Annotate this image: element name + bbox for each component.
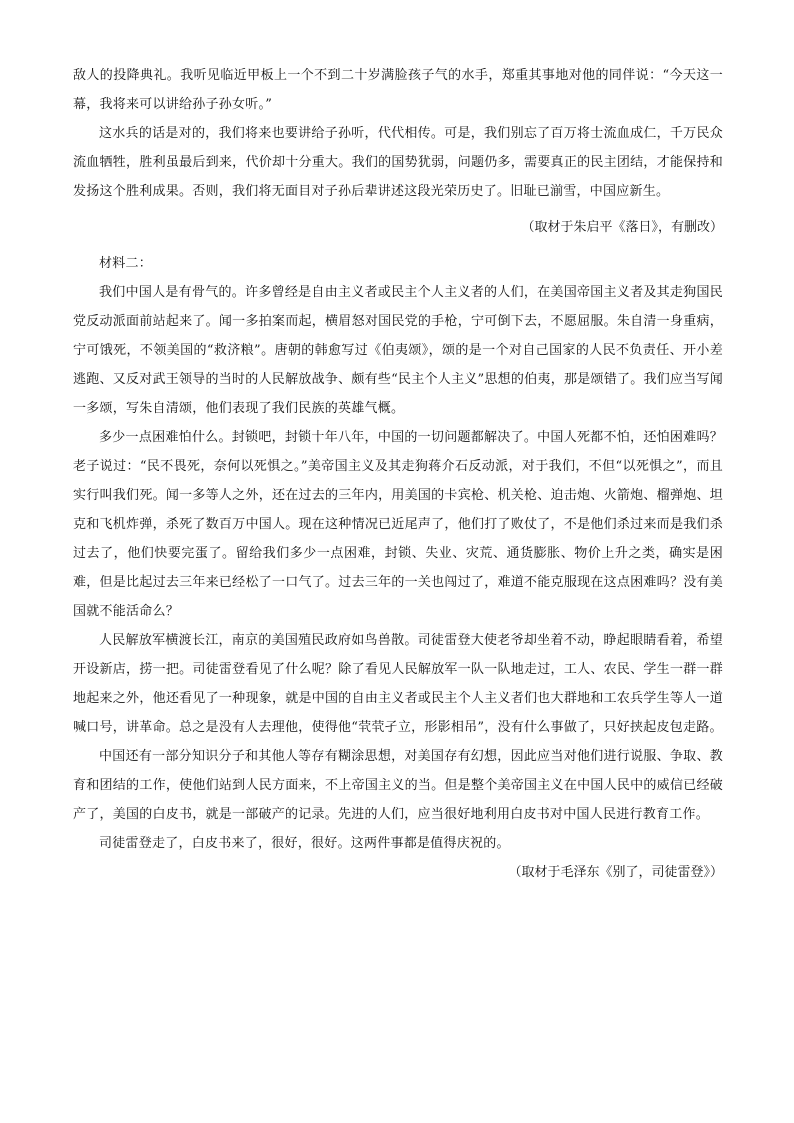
document-page [73,61,723,887]
material2-paragraph-2: 多少一点困难怕什么。封锁吧，封锁十年八年，中国的一切问题都解决了。中国人死都不怕，还怕困难吗？老子说过：“民不畏死，奈何以死惧之。”美帝国主义及其走狗蒋介石反动派，对于我们，不但“以死惧之”，而且实行叫我们死。闻一多等人之外，还在过去的三年内，用美国的卡宾枪、机关枪、迫击炮、火箭炮、榴弹炮、坦克和飞机炸弹，杀死了数百万中国人。现在这种情况已近尾声了，他们打了败仗了，不是他们杀过来而是我们杀过去了，他们快要完蛋了。留给我们多少一点困难，封锁、失业、灾荒、通货膨胀、物价上升之类，确实是困难，但是比起过去三年来已经松了一口气了。过去三年的一关也闯过了，难道不能克服现在这点困难吗？没有美国就不能活命么？ [73,430,723,619]
material2-source: （取材于毛泽东《别了，司徒雷登》） [508,865,723,880]
material2-label: 材料二： [99,256,153,271]
material2-paragraph-1: 我们中国人是有骨气的。许多曾经是自由主义者或民主个人主义者的人们，在美国帝国主义者及其走狗国民党反动派面前站起来了。闻一多拍案而起，横眉怒对国民党的手枪，宁可倒下去，不愿屈服。朱自清一身重病，宁可饿死，不领美国的“救济粮”。唐朝的韩愈写过《伯夷颂》，颂的是一个对自己国家的人民不负责任、开小差逃跑、又反对武王领导的当时的人民解放战争、颇有些“民主个人主义”思想的伯夷，那是颂错了。我们应当写闻一多颂，写朱自清颂，他们表现了我们民族的英雄气概。 [73,285,723,416]
material2-paragraph-4: 中国还有一部分知识分子和其他人等存有糊涂思想，对美国存有幻想，因此应当对他们进行说服、争取、教育和团结的工作，使他们站到人民方面来，不上帝国主义的当。但是整个美帝国主义在中国人民中的威信已经破产了，美国的白皮书，就是一部破产的记录。先进的人们，应当很好地利用白皮书对中国人民进行教育工作。 [73,749,723,822]
material1-paragraph-1: 敌人的投降典礼。我听见临近甲板上一个不到二十岁满脸孩子气的水手，郑重其事地对他的同伴说：“今天这一幕，我将来可以讲给孙子孙女听。” [73,68,723,112]
material1-source: （取材于朱启平《落日》，有删改） [521,220,723,235]
material1-paragraph-2: 这水兵的话是对的，我们将来也要讲给子孙听，代代相传。可是，我们别忘了百万将士流血成仁，千万民众流血牺牲，胜利虽最后到来，代价却十分重大。我们的国势犹弱，问题仍多，需要真正的民主团结，才能保持和发扬这个胜利成果。否则，我们将无面目对子孙后辈讲述这段光荣历史了。旧耻已湔雪，中国应新生。 [73,126,723,199]
material2-paragraph-3: 人民解放军横渡长江，南京的美国殖民政府如鸟兽散。司徒雷登大使老爷却坐着不动，睁起眼睛看着，希望开设新店，捞一把。司徒雷登看见了什么呢？除了看见人民解放军一队一队地走过，工人、农民、学生一群一群地起来之外，他还看见了一种现象，就是中国的自由主义者或民主个人主义者们也大群地和工农兵学生等人一道喊口号，讲革命。总之是没有人去理他，使得他“茕茕孑立，形影相吊”，没有什么事做了，只好挟起皮包走路。 [73,633,723,735]
material2-paragraph-5: 司徒雷登走了，白皮书来了，很好，很好。这两件事都是值得庆祝的。 [99,836,510,851]
